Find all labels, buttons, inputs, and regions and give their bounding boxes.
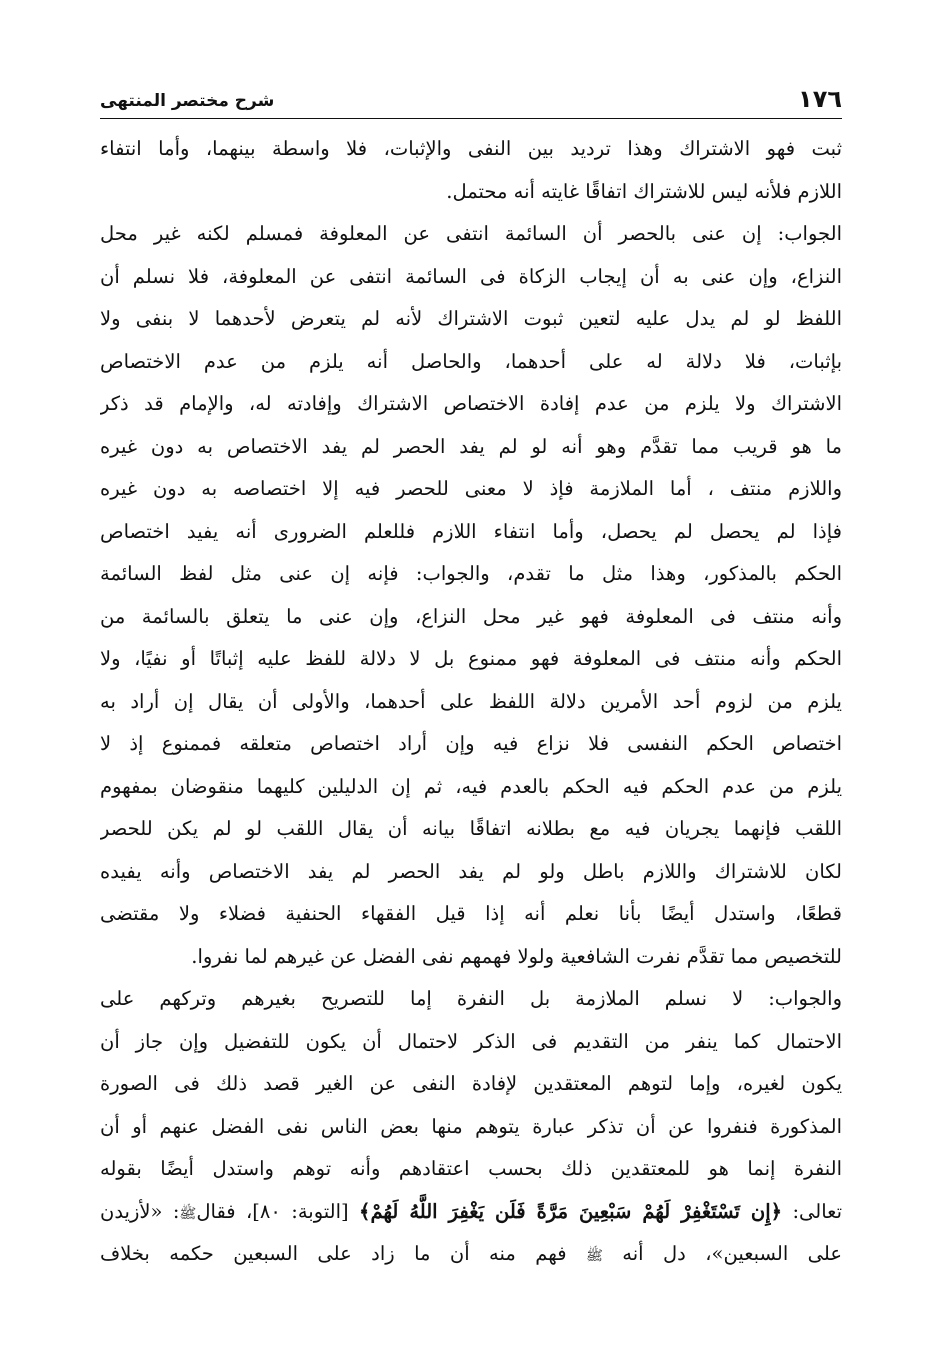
text-line: النزاع، وإن عنى به أن إيجاب الزكاة فى السائمة انتفى عن المعلوفة، فلا نسلم أن xyxy=(100,264,842,288)
quran-verse: ﴿إِن تَسْتَغْفِرْ لَهُمْ سَبْعِينَ مَرَّةً فَلَن يَغْفِرَ اللَّهُ لَهُمْ﴾ xyxy=(359,1199,783,1223)
verse-after: فقال xyxy=(196,1199,236,1223)
text-line: اختصاص الحكم النفسى فلا نزاع فيه وإن أراد اختصاص متعلقه فممنوع إذ لا xyxy=(100,732,842,755)
text-line: الاشتراك ولا يلزم من عدم إفادة الاختصاص الاشتراك وإفادته له، والإمام قد ذكر xyxy=(100,392,842,415)
text-line: بإثبات، فلا دلالة له على أحدهما، والحاصل أنه يلزم من عدم الاختصاص xyxy=(100,349,842,373)
verse-citation: [التوبة: ٨٠]، xyxy=(246,1199,349,1223)
text-line: الاحتمال كما ينفر من التقديم فى الذكر لاحتمال أن يكون للتفضيل وإن جاز أن xyxy=(100,1029,842,1053)
text-line: اللقب فإنهما يجريان فيه مع بطلانه اتفاقًا بيانه أن يقال اللقب لو لم يكن للحصر xyxy=(100,817,842,840)
text-line: المذكورة فنفروا عن أن تذكر عبارة يتوهم منها بعض الناس نفى الفضل عنهم أو أن xyxy=(100,1114,842,1138)
text-line: واللازم منتف ، أما الملازمة فإذ لا معنى للحصر فيه إلا اختصاصه به دون غيره xyxy=(100,477,842,500)
text-line: يكون لغيره، وإما لتوهم المعتقدين لإفادة النفى عن الغير قصد ذلك فى الصورة xyxy=(100,1072,842,1095)
text-line: قطعًا، واستدل أيضًا بأنا نعلم أنه إذا قيل الفقهاء الحنفية فضلاء ولا مقتضى xyxy=(100,902,842,925)
body-text xyxy=(100,128,842,1276)
verse-prefix: تعالى: xyxy=(792,1199,842,1223)
verse-line xyxy=(100,1191,842,1234)
final-line-part1: على السبعين»، دل أنه xyxy=(622,1242,842,1265)
text-line: يلزم من عدم الحكم فيه الحكم بالعدم فيه، ثم إن الدليلين كليهما منقوضان بمفهوم xyxy=(100,774,842,798)
honorific-glyph: ﷺ xyxy=(585,1248,603,1264)
text-line: اللفظ لو لم يدل عليه لتعين ثبوت الاشتراك لأنه لم يتعرض لأحدهما لا بنفى ولا xyxy=(100,307,842,330)
book-title: شرح مختصر المنتهى xyxy=(100,91,275,111)
text-line: الحكم بالمذكور، وهذا مثل ما تقدم، والجواب: فإنه إن عنى مثل لفظ السائمة xyxy=(100,562,842,585)
text-line: والجواب: لا نسلم الملازمة بل النفرة إما للتصريح بغيرهم وتركهم على xyxy=(100,987,842,1010)
text-line: الحكم وأنه منتف فى المعلوفة فهو ممنوع بل لا دلالة للفظ عليه إثباتًا أو نفيًا، ولا xyxy=(100,647,842,670)
text-line: ما هو قريب مما تقدَّم وهو أنه لو لم يفد الحصر لم يفد الاختصاص به دون غيره xyxy=(100,434,842,458)
text-line: الجواب: إن عنى بالحصر أن السائمة انتفى عن المعلوفة فمسلم لكنه غير محل xyxy=(100,222,842,245)
final-line-part2: فهم منه أن ما زاد على السبعين حكمه بخلاف xyxy=(100,1242,567,1265)
page-number: ١٧٦ xyxy=(798,85,842,113)
text-line: فإذا لم يحصل لم يحصل، وأما انتفاء اللازم فللعلم الضرورى أنه يفيد اختصاص xyxy=(100,519,842,543)
text-line: النفرة إنما هو للمعتقدين ذلك بحسب اعتقادهم وأنه توهم واستدل أيضًا بقوله xyxy=(100,1157,842,1180)
text-line: وأنه منتف فى المعلوفة فهو غير محل النزاع، وإن عنى ما يتعلق بالسائمة من xyxy=(100,604,842,628)
header-rule xyxy=(100,118,842,119)
text-line: اللازم فلأنه ليس للاشتراك اتفاقًا غايته أنه محتمل. xyxy=(446,179,842,203)
honorific-glyph: ﷺ xyxy=(179,1205,197,1222)
hadith-start: : «لأزيدن xyxy=(100,1199,180,1223)
text-line: للتخصيص مما تقدَّم نفرت الشافعية ولولا فهمهم نفى الفضل عن غيرهم لما نفروا. xyxy=(191,944,842,968)
text-line: ثبت فهو الاشتراك وهذا ترديد بين النفى والإثبات، فلا واسطة بينهما، وأما انتفاء xyxy=(100,137,842,160)
text-line: يلزم من لزوم أحد الأمرين دلالة اللفظ على أحدهما، والأولى أن يقال إن أراد به xyxy=(100,689,842,713)
text-line: لكان للاشتراك واللازم باطل ولو لم يفد الحصر لم يفد الاختصاص وأنه يفيده xyxy=(100,859,842,883)
final-line xyxy=(100,1233,842,1276)
running-header xyxy=(100,78,842,114)
